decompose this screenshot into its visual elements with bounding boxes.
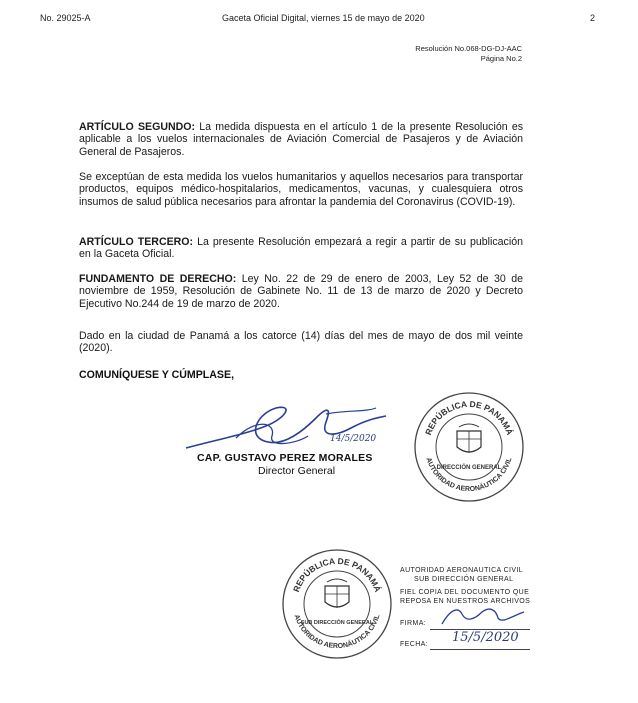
coat-of-arms-icon — [457, 424, 481, 453]
svg-text:AUTORIDAD AERONÁUTICA CIVIL — [425, 456, 514, 493]
stamp-bottom-center: SUB DIRECCIÓN GENERAL — [300, 620, 374, 626]
signature-date: 14/5/2020 — [330, 434, 377, 444]
stamp-top-center: DIRECCIÓN GENERAL — [436, 465, 502, 471]
legal-basis — [79, 273, 523, 310]
certifier-signature — [438, 602, 528, 630]
gazette-number: No. 29025-A — [40, 13, 91, 23]
page-number: 2 — [590, 13, 596, 23]
article-third-text: La presente Resolución empezará a regir a partir de su publicación en la Gaceta Oficial. — [79, 236, 523, 261]
stamp-top-ring-bottom: AUTORIDAD AERONÁUTICA CIVIL — [424, 456, 514, 494]
stamp-top-ring-top: REPÚBLICA DE PANAMÁ — [423, 398, 515, 437]
article-second — [79, 121, 523, 158]
cert-firma-label: FIRMA: — [400, 620, 427, 627]
coat-of-arms-icon — [325, 579, 349, 608]
given-paragraph: Dado en la ciudad de Panamá a los catorce (14) días del mes de mayo de dos mil veinte (2020). — [79, 330, 523, 355]
cert-copy-line1: FIEL COPIA DEL DOCUMENTO QUE — [400, 589, 530, 596]
article-third-label: ARTÍCULO TERCERO: — [79, 236, 194, 248]
sub-director-stamp — [281, 548, 393, 660]
exceptions-paragraph: Se exceptúan de esta medida los vuelos humanitarios y aquellos necesarios para transportar productos, equipos médico-hospitalarios, medicamentos, vacunas, y cualesquiera otros insumos de salud pública necesarios para afrontar la pandemia del Coronavirus (COVID-19). — [79, 171, 523, 208]
article-third — [79, 236, 523, 261]
legal-basis-text: Ley No. 22 de 29 de enero de 2003, Ley 52 de 30 de noviembre de 1959, Resolución de Gabinete No. 11 de 13 de marzo de 2020 y Decreto Ejecutivo No.244 de 19 de marzo de 2020. — [79, 273, 523, 310]
legal-basis-label: FUNDAMENTO DE DERECHO: — [79, 273, 237, 285]
cert-fecha-label: FECHA: — [400, 641, 429, 648]
article-second-text: La medida dispuesta en el artículo 1 de la presente Resolución es aplicable a los vuelos internacionales de Aviación Comercial de Pasajeros y de Aviación General de Pasajeros. — [79, 121, 524, 158]
fecha-line — [430, 649, 530, 650]
director-general-stamp — [413, 391, 525, 503]
resolution-number: Resolución No.068-DG-DJ-AAC — [415, 44, 522, 53]
svg-text:AUTORIDAD AERONÁUTICA CIVIL — [293, 613, 382, 650]
cert-subdirection: SUB DIRECCIÓN GENERAL — [414, 576, 514, 583]
cert-authority: AUTORIDAD AERONAUTICA CIVIL — [400, 567, 524, 574]
cert-fecha-value: 15/5/2020 — [452, 630, 519, 645]
closing-formula: COMUNÍQUESE Y CÚMPLASE, — [79, 369, 235, 381]
stamp-bottom-ring-bottom: AUTORIDAD AERONÁUTICA CIVIL — [292, 613, 382, 651]
gazette-title: Gaceta Oficial Digital, viernes 15 de mayo de 2020 — [222, 13, 425, 23]
page-label: Página No.2 — [480, 54, 522, 63]
director-signature — [176, 398, 406, 458]
signatory-name: CAP. GUSTAVO PEREZ MORALES — [197, 452, 373, 464]
signatory-role: Director General — [258, 465, 336, 477]
cert-copy-line2: REPOSA EN NUESTROS ARCHIVOS — [400, 598, 531, 605]
stamp-bottom-ring-top: REPÚBLICA DE PANAMÁ — [291, 555, 383, 594]
article-second-label: ARTÍCULO SEGUNDO: — [79, 121, 196, 133]
